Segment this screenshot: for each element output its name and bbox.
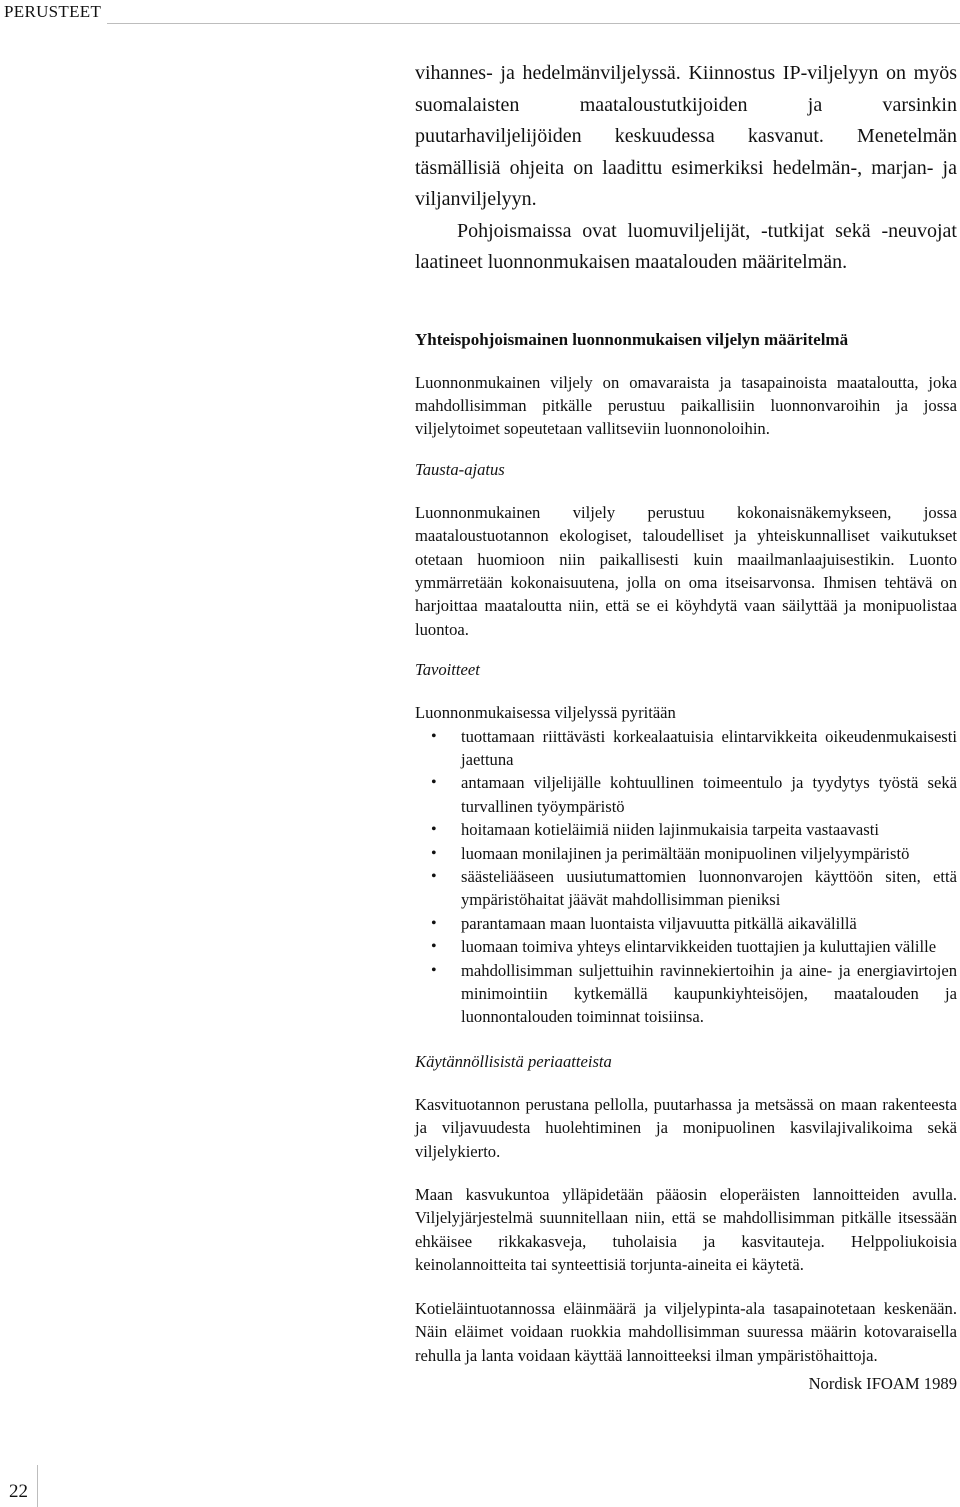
goal-text: mahdollisimman suljettuihin ravinnekiertoihin ja aine- ja energiavirtojen minimointiin kytkemällä kaupunkiyhteisöjen, maatalouden ja luonnontalouden toiminnat toisiinsa. [461,960,957,1027]
intro-paragraph-2 [415,216,957,279]
background-heading: Tausta-ajatus [415,459,505,479]
list-item [415,912,957,935]
intro-text [415,58,957,279]
list-item [415,935,957,958]
list-item [415,959,957,1029]
page-content [415,58,957,1395]
practice-heading: Käytännöllisistä periaatteista [415,1051,612,1071]
practice-paragraph-3: Kotieläintuotannossa eläinmäärä ja viljelypinta-ala tasapainotetaan keskenään. Näin eläimet voidaan ruokkia mahdollisimman suuressa määrin kotovaraisella rehulla ja lanta voidaan käyttää lannoitteeksi ilman ympäristöhaittoja. [415,1298,957,1365]
section-label: PERUSTEET [0,0,107,26]
goal-text: antamaan viljelijälle kohtuullinen toimeentulo ja tyydytys työstä sekä turvallinen työympäristö [461,773,957,816]
bullet-icon: • [431,961,437,979]
practice-paragraph-2: Maan kasvukuntoa ylläpidetään pääosin eloperäisten lannoitteiden avulla. Viljelyjärjestelmä suunnitellaan niin, että se mahdollisimman pitkälle itsessään ehkäisee rikkakasveja, tuholaisia ja kasvitauteja. Helppoliukoisia keinolannoitteita tai synteettisiä torjunta-aineita ei käytetä. [415,1185,957,1275]
bullet-icon: • [431,868,437,885]
goal-text: luomaan monilajinen ja perimältään monipuolinen viljelyympäristö [461,843,910,863]
background-text: Luonnonmukainen viljely perustuu kokonaisnäkemykseen, jossa maataloustuotannon ekologiset, taloudelliset ja yhteiskunnalliset vaikutukset otetaan huomioon niin paikallisesti kuin maailmanlaajuisestikin. Luonto ymmärretään kokonaisuutena, jolla on oma itseisarvonsa. Ihmisen tehtävä on harjoittaa maataloutta niin, että se ei köyhdytä vaan säilyttää ja monipuolistaa luontoa. [415,502,957,639]
intro-paragraph-2-text: Pohjoismaissa ovat luomuviljelijät, -tutkijat sekä -neuvojat laatineet luonnonmukaisen maatalouden määritelmän. [415,219,957,273]
bullet-icon: • [431,914,437,932]
definition-title: Yhteispohjoismainen luonnonmukaisen viljelyn määritelmä [415,329,849,349]
list-item [415,865,957,912]
bullet-icon: • [431,821,437,839]
list-item [415,842,957,865]
goal-text: parantamaan maan luontaista viljavuutta pitkällä aikavälillä [461,913,857,933]
header-rule [0,23,960,24]
goals-heading: Tavoitteet [415,660,480,680]
bullet-icon: • [431,727,437,745]
list-item [415,725,957,772]
goals-lead: Luonnonmukaisessa viljelyssä pyritään [415,703,676,723]
page-number: 22 [0,1476,37,1507]
practice-paragraph-1: Kasvituotannon perustana pellolla, puutarhassa ja metsässä on maan rakenteesta ja viljavuudesta huolehtiminen ja monipuolinen kasvilajivalikoima sekä viljelykierto. [415,1094,957,1161]
goals-list [415,725,957,1029]
source-citation: Nordisk IFOAM 1989 [808,1373,957,1393]
bullet-icon: • [431,774,437,792]
goal-text: hoitamaan kotieläimiä niiden lajinmukaisia tarpeita vastaavasti [461,820,879,840]
definition-box [415,329,957,1395]
bullet-icon: • [431,844,437,862]
list-item [415,818,957,841]
intro-paragraph-1: vihannes- ja hedelmänviljelyssä. Kiinnostus IP-viljelyyn on myös suomalaisten maataloustutkijoiden ja varsinkin puutarhaviljelijöiden keskuudessa kasvanut. Menetelmän täsmällisiä ohjeita on laadittu esimerkiksi hedelmän-, marjan- ja viljanviljelyyn. [415,62,957,210]
goal-text: tuottamaan riittävästi korkealaatuisia elintarvikkeita oikeudenmukaisesti jaettuna [461,726,957,769]
goal-text: säästeliääseen uusiutumattomien luonnonvarojen käyttöön siten, että ympäristöhaitat jäävät mahdollisimman pieniksi [461,867,957,910]
bullet-icon: • [431,938,437,956]
goal-text: luomaan toimiva yhteys elintarvikkeiden tuottajien ja kuluttajien välille [461,937,937,957]
list-item [415,771,957,818]
footer-rule [37,1465,38,1507]
definition-text: Luonnonmukainen viljely on omavaraista ja tasapainoista maataloutta, joka mahdollisimman pitkälle perustuu paikallisiin luonnonvaroihin ja jossa viljelytoimet sopeutetaan vallitseviin luonnonoloihin. [415,372,957,439]
